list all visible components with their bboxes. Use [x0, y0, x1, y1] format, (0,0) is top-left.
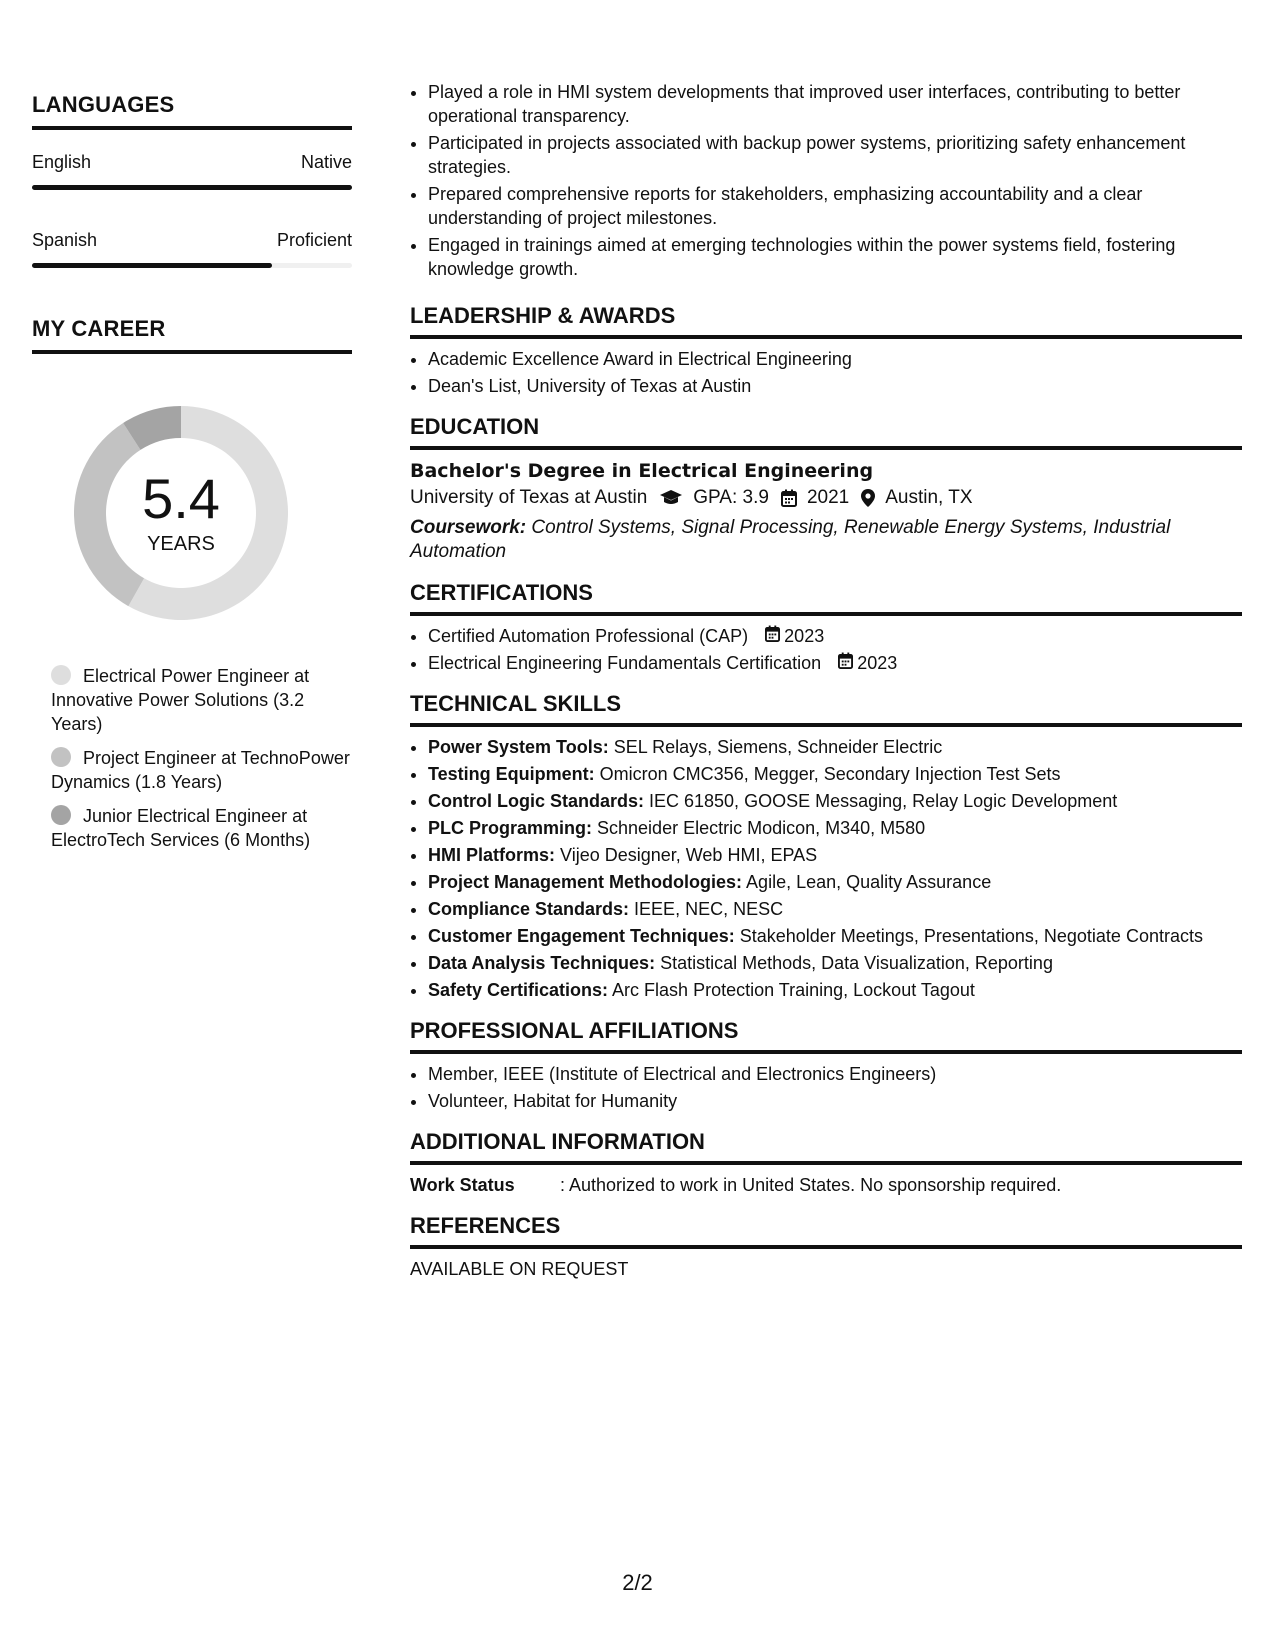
experience-bullet: • Participated in projects associated with backup power systems, prioritizing safety enhancement strategies. — [428, 131, 1242, 179]
skill-category: Customer Engagement Techniques: — [428, 926, 735, 946]
language-list — [32, 152, 352, 268]
additional-info-section — [410, 1129, 1242, 1197]
sidebar — [32, 92, 352, 862]
language-name: Spanish — [32, 230, 98, 250]
career-donut-chart — [66, 398, 296, 628]
legend-dot — [51, 665, 71, 685]
leadership-list — [410, 347, 1242, 398]
certification-item — [428, 624, 1242, 648]
experience-bullet-list — [410, 80, 1242, 281]
skill-item — [428, 951, 1242, 975]
affiliations-list — [410, 1062, 1242, 1113]
language-proficiency-fill — [32, 263, 272, 268]
certifications-section — [410, 580, 1242, 675]
gpa: GPA: 3.9 — [693, 487, 769, 508]
legend-dot — [51, 747, 71, 767]
skill-values: Vijeo Designer, Web HMI, EPAS — [555, 845, 818, 865]
skill-item — [428, 735, 1242, 759]
affiliation-item: • Volunteer, Habitat for Humanity — [428, 1089, 1242, 1113]
career-total-value: 5.4 — [142, 466, 220, 530]
certifications-heading: CERTIFICATIONS — [410, 580, 1242, 616]
skill-category: Compliance Standards: — [428, 899, 630, 919]
skill-values: IEC 61850, GOOSE Messaging, Relay Logic Development — [644, 791, 1118, 811]
skill-item — [428, 816, 1242, 840]
skill-item — [428, 924, 1242, 948]
skill-values: Agile, Lean, Quality Assurance — [742, 872, 992, 892]
certification-item — [428, 651, 1242, 675]
graduation-year: 2021 — [806, 487, 850, 508]
certification-year: 2023 — [857, 653, 898, 673]
coursework — [410, 516, 1242, 564]
leadership-item: • Dean's List, University of Texas at Austin — [428, 374, 1242, 398]
skill-values: Arc Flash Protection Training, Lockout Tagout — [608, 980, 975, 1000]
skills-heading: TECHNICAL SKILLS — [410, 691, 1242, 727]
calendar-icon — [838, 651, 857, 675]
skills-section — [410, 691, 1242, 1002]
career-legend-item — [51, 664, 352, 736]
career-legend-item — [51, 804, 352, 852]
skill-values: Stakeholder Meetings, Presentations, Negotiate Contracts — [734, 926, 1203, 946]
language-level: Native — [300, 152, 352, 172]
language-item — [32, 230, 352, 268]
skill-item — [428, 897, 1242, 921]
skill-values: IEEE, NEC, NESC — [629, 899, 784, 919]
additional-info-heading: ADDITIONAL INFORMATION — [410, 1129, 1242, 1165]
skill-category: HMI Platforms: — [428, 845, 556, 865]
main-content — [410, 80, 1242, 1297]
language-proficiency-fill — [32, 185, 352, 190]
skill-category: Control Logic Standards: — [428, 791, 644, 811]
experience-bullet: • Engaged in trainings aimed at emerging technologies within the power systems field, fostering knowledge growth. — [428, 233, 1242, 281]
affiliations-heading: PROFESSIONAL AFFILIATIONS — [410, 1018, 1242, 1054]
languages-heading: LANGUAGES — [32, 92, 352, 130]
calendar-icon — [765, 624, 784, 648]
career-role-text: Junior Electrical Engineer at ElectroTech Services (6 Months) — [51, 806, 311, 850]
career-legend-item — [51, 746, 352, 794]
language-proficiency-bar — [32, 185, 352, 190]
certification-name: Electrical Engineering Fundamentals Certification — [428, 653, 822, 673]
skill-item — [428, 762, 1242, 786]
skill-category: Data Analysis Techniques: — [428, 953, 656, 973]
skill-category: Power System Tools: — [428, 737, 609, 757]
graduation-cap-icon — [659, 489, 683, 507]
school-name: University of Texas at Austin — [410, 487, 648, 508]
career-legend — [51, 664, 352, 852]
work-status-value: : Authorized to work in United States. No sponsorship required. — [560, 1175, 1062, 1195]
language-level: Proficient — [276, 230, 352, 250]
certification-name: Certified Automation Professional (CAP) — [428, 626, 749, 646]
skill-category: Testing Equipment: — [428, 764, 595, 784]
map-pin-icon — [861, 489, 875, 507]
affiliation-item: • Member, IEEE (Institute of Electrical and Electronics Engineers) — [428, 1062, 1242, 1086]
affiliations-section — [410, 1018, 1242, 1113]
skill-item — [428, 978, 1242, 1002]
language-item — [32, 152, 352, 190]
coursework-label: Coursework: — [410, 517, 527, 538]
work-status-label: Work Status — [410, 1175, 515, 1195]
education-details — [410, 484, 1242, 512]
certifications-list — [410, 624, 1242, 675]
skill-category: PLC Programming: — [428, 818, 593, 838]
skills-list — [410, 735, 1242, 1002]
references-heading: REFERENCES — [410, 1213, 1242, 1249]
legend-dot — [51, 805, 71, 825]
skill-item — [428, 789, 1242, 813]
certification-year: 2023 — [784, 626, 825, 646]
skill-category: Safety Certifications: — [428, 980, 609, 1000]
page-number: 2/2 — [622, 1570, 653, 1595]
skill-item — [428, 870, 1242, 894]
career-heading: MY CAREER — [32, 316, 352, 354]
education-section — [410, 414, 1242, 564]
career-role-text: Project Engineer at TechnoPower Dynamics (1.8 Years) — [51, 748, 350, 792]
coursework-list: Control Systems, Signal Processing, Renewable Energy Systems, Industrial Automation — [410, 517, 1171, 562]
leadership-section — [410, 303, 1242, 398]
skill-category: Project Management Methodologies: — [428, 872, 743, 892]
references-text: AVAILABLE ON REQUEST — [410, 1259, 629, 1279]
language-name: English — [32, 152, 92, 172]
school-location: Austin, TX — [885, 487, 973, 508]
language-proficiency-bar — [32, 263, 352, 268]
references-section — [410, 1213, 1242, 1281]
skill-values: Omicron CMC356, Megger, Secondary Injection Test Sets — [594, 764, 1061, 784]
skill-values: Statistical Methods, Data Visualization, Reporting — [655, 953, 1053, 973]
career-total-unit: YEARS — [147, 532, 215, 555]
degree-title: Bachelor's Degree in Electrical Engineering — [410, 460, 874, 482]
skill-values: SEL Relays, Siemens, Schneider Electric — [608, 737, 943, 757]
experience-bullet: • Played a role in HMI system developments that improved user interfaces, contributing to better operational transparency. — [428, 80, 1242, 128]
skill-values: Schneider Electric Modicon, M340, M580 — [592, 818, 926, 838]
calendar-icon — [781, 489, 797, 507]
leadership-item: • Academic Excellence Award in Electrical Engineering — [428, 347, 1242, 371]
experience-bullet: • Prepared comprehensive reports for stakeholders, emphasizing accountability and a clear understanding of project milestones. — [428, 182, 1242, 230]
skill-item — [428, 843, 1242, 867]
work-status-row — [410, 1173, 1242, 1197]
leadership-heading: LEADERSHIP & AWARDS — [410, 303, 1242, 339]
education-heading: EDUCATION — [410, 414, 1242, 450]
career-role-text: Electrical Power Engineer at Innovative Power Solutions (3.2 Years) — [51, 666, 310, 734]
